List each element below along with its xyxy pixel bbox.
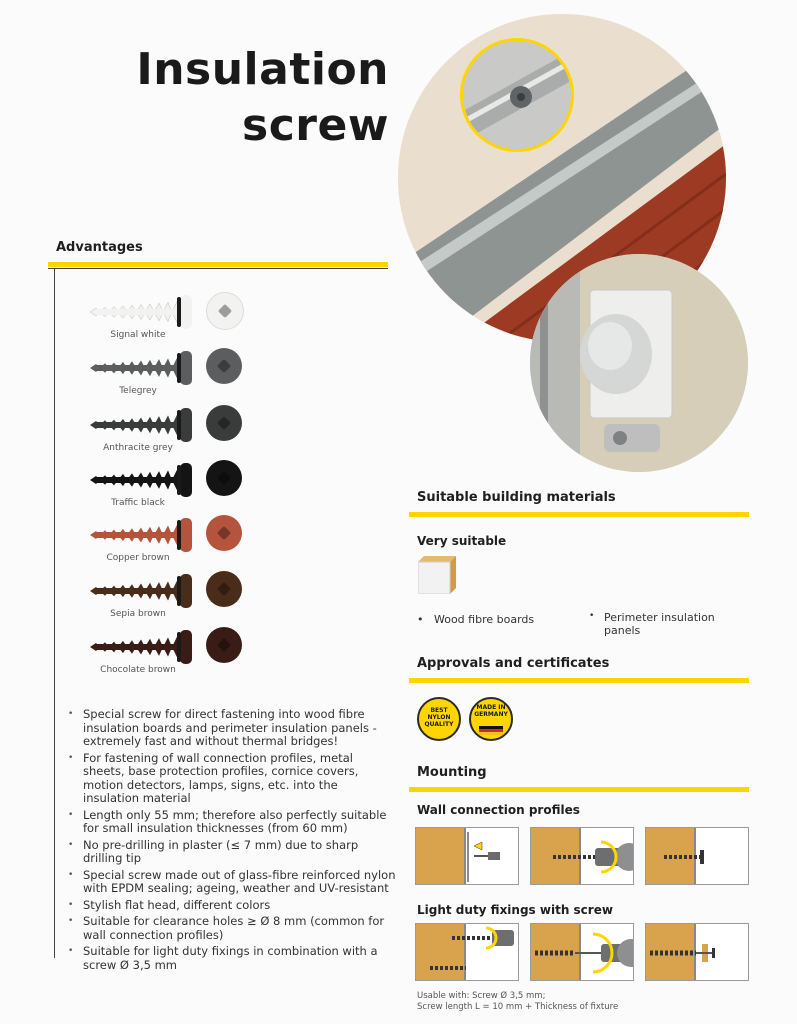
screw-head-icon <box>206 627 242 663</box>
title-line-2: screw <box>242 100 389 151</box>
bullet-item: • Suitable for clearance holes ≥ Ø 8 mm (common for wall connection profiles) <box>66 915 396 942</box>
material-item-2: • Perimeter insulation panels <box>589 611 729 637</box>
mounting-heading: Mounting <box>417 765 487 780</box>
color-name-label: Anthracite grey <box>103 443 173 453</box>
torx-drive-icon <box>218 304 232 318</box>
color-name-label: Chocolate brown <box>100 665 176 675</box>
title-line-1: Insulation <box>136 44 389 95</box>
made-in-germany-badge <box>469 697 513 741</box>
page-title <box>136 42 389 154</box>
torx-drive-icon <box>217 359 231 373</box>
wall-step-3-diagram <box>645 827 749 885</box>
light-step-2-diagram <box>530 923 634 981</box>
bullet-item: • Special screw for direct fastening into wood fibre insulation boards and perimeter insulation panels - extremely fast and without thermal bridges! <box>66 708 396 749</box>
color-name-label: Copper brown <box>106 553 170 563</box>
wood-fibre-board-icon <box>418 556 456 594</box>
screw-icon <box>88 573 196 609</box>
light-step-1-diagram <box>415 923 519 981</box>
wall-step-2-diagram <box>530 827 634 885</box>
screw-icon <box>88 517 196 553</box>
materials-heading: Suitable building materials <box>417 490 616 505</box>
wall-step-1-diagram <box>415 827 519 885</box>
material-item-1: • Wood fibre boards <box>417 613 535 626</box>
color-swatch <box>88 458 258 514</box>
bullet-item: • Stylish flat head, different colors <box>66 899 396 913</box>
bullet-item: • Length only 55 mm; therefore also perfectly suitable for small insulation thicknesses (from 60 mm) <box>66 809 396 836</box>
color-swatch <box>88 625 258 681</box>
screw-head-icon <box>206 292 244 330</box>
advantages-divider <box>48 268 388 269</box>
footnote-line-2: Screw length L = 10 mm + Thickness of fixture <box>417 1002 619 1012</box>
color-name-label: Traffic black <box>111 498 165 508</box>
screw-icon <box>88 462 196 498</box>
bullet-item: • No pre-drilling in plaster (≤ 7 mm) due to sharp drilling tip <box>66 839 396 866</box>
screw-head-icon <box>206 571 242 607</box>
screw-icon <box>88 350 196 386</box>
color-swatch <box>88 569 258 625</box>
screw-head-icon <box>206 405 242 441</box>
mounting-accent-bar <box>409 787 749 792</box>
wall-connection-heading: Wall connection profiles <box>417 803 580 817</box>
very-suitable-heading: Very suitable <box>417 534 507 548</box>
screw-icon <box>88 407 196 443</box>
light-step-3-diagram <box>645 923 749 981</box>
approvals-accent-bar <box>409 678 749 683</box>
bullet-item: • For fastening of wall connection profiles, metal sheets, base protection profiles, cornice covers, motion detectors, lamps, signs, etc. into the insulation material <box>66 752 396 806</box>
footnote-line-1: Usable with: Screw Ø 3,5 mm; <box>417 991 546 1001</box>
approvals-heading: Approvals and certificates <box>417 656 610 671</box>
color-swatch <box>88 403 258 459</box>
advantages-accent-bar <box>48 262 388 267</box>
advantages-side-rule <box>54 268 55 958</box>
screw-icon <box>88 294 196 330</box>
best-nylon-quality-badge <box>417 697 461 741</box>
screw-head-icon <box>206 348 242 384</box>
made-in-germany-text: MADE IN GERMANY <box>474 704 508 718</box>
torx-drive-icon <box>217 471 231 485</box>
advantages-heading: Advantages <box>56 240 143 255</box>
color-swatch <box>88 290 258 346</box>
flag-stripe-gold-icon <box>479 732 503 735</box>
screw-head-icon <box>206 460 242 496</box>
color-name-label: Signal white <box>110 330 166 340</box>
motion-detector-photo <box>530 254 748 472</box>
mounting-footnote <box>417 991 618 1013</box>
material-perimeter-label: Perimeter insulation panels <box>604 611 715 637</box>
torx-drive-icon <box>217 582 231 596</box>
advantages-bullet-list <box>66 708 396 975</box>
screw-head-icon <box>206 515 242 551</box>
torx-drive-icon <box>217 526 231 540</box>
bullet-item: • Suitable for light duty fixings in combination with a screw Ø 3,5 mm <box>66 945 396 972</box>
materials-accent-bar <box>409 512 749 517</box>
best-nylon-quality-text: BEST NYLON QUALITY <box>424 707 454 728</box>
torx-drive-icon <box>217 416 231 430</box>
color-swatch <box>88 513 258 569</box>
material-wood-fibre-label: Wood fibre boards <box>433 613 535 626</box>
screw-icon <box>88 629 196 665</box>
torx-drive-icon <box>217 638 231 652</box>
color-name-label: Sepia brown <box>110 609 166 619</box>
color-name-label: Telegrey <box>119 386 157 396</box>
screw-detail-photo <box>460 38 574 152</box>
bullet-item: • Special screw made out of glass-fibre reinforced nylon with EPDM sealing; ageing, weather and UV-resistant <box>66 869 396 896</box>
color-swatch <box>88 346 258 402</box>
light-duty-heading: Light duty fixings with screw <box>417 903 613 917</box>
